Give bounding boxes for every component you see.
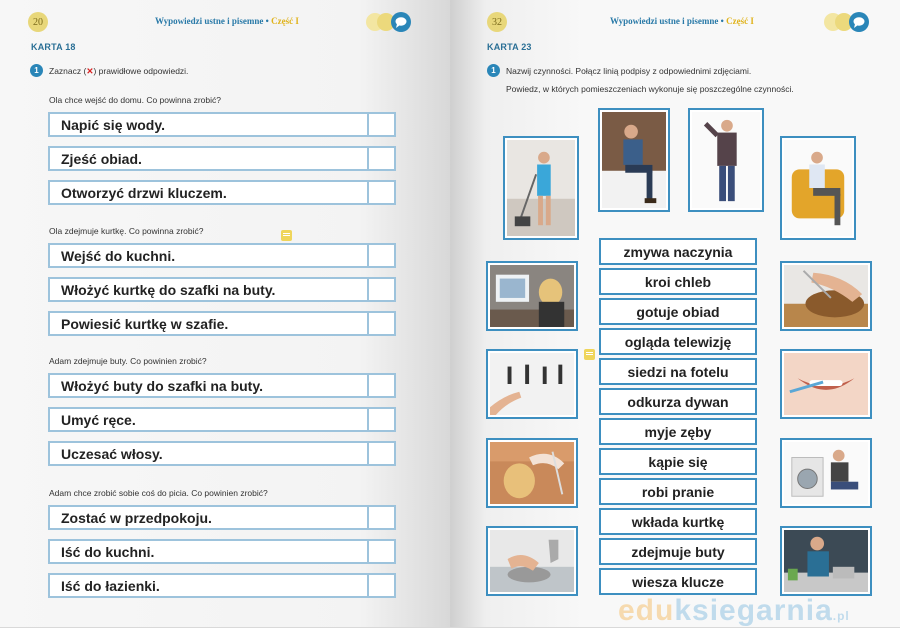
man-putting-on-jacket-image: [692, 112, 760, 208]
answer-checkbox[interactable]: [367, 541, 394, 562]
answer-3-1[interactable]: Włożyć buty do szafki na buty.: [48, 373, 396, 398]
answer-checkbox[interactable]: [367, 443, 394, 464]
running-head: Wypowiedzi ustne i pisemne • Część I: [610, 16, 754, 26]
photo-vacuuming[interactable]: [503, 136, 579, 240]
phrase-item[interactable]: zmywa naczynia: [599, 238, 757, 265]
man-cooking-image: [784, 530, 868, 592]
answer-checkbox[interactable]: [367, 313, 394, 334]
photo-laundry[interactable]: [780, 438, 872, 508]
phrase-item[interactable]: myje zęby: [599, 418, 757, 445]
photo-hanging-keys[interactable]: [486, 349, 578, 419]
washing-dishes-image: [490, 530, 574, 592]
answer-checkbox[interactable]: [367, 148, 394, 169]
task-number: 1: [30, 64, 43, 77]
task-instruction: Zaznacz (✕) prawidłowe odpowiedzi.: [49, 66, 189, 76]
cutting-bread-image: [784, 265, 868, 327]
x-mark-icon: ✕: [86, 66, 94, 76]
photo-washing-dishes[interactable]: [486, 526, 578, 596]
phrase-item[interactable]: odkurza dywan: [599, 388, 757, 415]
phrase-item[interactable]: gotuje obiad: [599, 298, 757, 325]
brushing-teeth-image: [784, 353, 868, 415]
phrase-item[interactable]: kroi chleb: [599, 268, 757, 295]
phrase-item[interactable]: siedzi na fotelu: [599, 358, 757, 385]
photo-cooking[interactable]: [780, 526, 872, 596]
page-number: 20: [28, 12, 48, 32]
answer-1-1[interactable]: Napić się wody.: [48, 112, 396, 137]
photo-brushing-teeth[interactable]: [780, 349, 872, 419]
answer-2-2[interactable]: Włożyć kurtkę do szafki na buty.: [48, 277, 396, 302]
photo-putting-on-jacket[interactable]: [688, 108, 764, 212]
page-number: 32: [487, 12, 507, 32]
hanging-keys-image: [490, 353, 574, 415]
phrase-item[interactable]: kąpie się: [599, 448, 757, 475]
answer-4-3[interactable]: Iść do łazienki.: [48, 573, 396, 598]
question-3: Adam zdejmuje buty. Co powinien zrobić?: [49, 356, 207, 366]
woman-vacuuming-image: [507, 140, 575, 236]
answer-2-1[interactable]: Wejść do kuchni.: [48, 243, 396, 268]
photo-sitting-armchair[interactable]: [780, 136, 856, 240]
left-page: [0, 0, 450, 627]
man-in-armchair-image: [784, 140, 852, 236]
answer-4-2[interactable]: Iść do kuchni.: [48, 539, 396, 564]
task-number: 1: [487, 64, 500, 77]
answer-2-3[interactable]: Powiesić kurtkę w szafie.: [48, 311, 396, 336]
woman-bathing-image: [490, 442, 574, 504]
answer-3-2[interactable]: Umyć ręce.: [48, 407, 396, 432]
phrase-item[interactable]: ogląda telewizję: [599, 328, 757, 355]
answer-checkbox[interactable]: [367, 245, 394, 266]
speech-bubble-icon: [824, 11, 872, 33]
answer-3-3[interactable]: Uczesać włosy.: [48, 441, 396, 466]
card-label: KARTA 18: [31, 42, 76, 52]
question-2: Ola zdejmuje kurtkę. Co powinna zrobić?: [49, 226, 204, 236]
answer-1-2[interactable]: Zjeść obiad.: [48, 146, 396, 171]
answer-checkbox[interactable]: [367, 507, 394, 528]
speech-bubble-icon: [366, 11, 414, 33]
note-icon[interactable]: [281, 230, 292, 241]
photo-watching-tv[interactable]: [486, 261, 578, 331]
card-label: KARTA 23: [487, 42, 532, 52]
task-instruction-2: Powiedz, w których pomieszczeniach wykonuje się poszczególne czynności.: [506, 84, 794, 94]
photo-taking-off-shoes[interactable]: [598, 108, 670, 212]
running-head: Wypowiedzi ustne i pisemne • Część I: [155, 16, 299, 26]
phrase-item[interactable]: wkłada kurtkę: [599, 508, 757, 535]
answer-checkbox[interactable]: [367, 375, 394, 396]
task-instruction: Nazwij czynności. Połącz linią podpisy z odpowiednimi zdjęciami.: [506, 66, 752, 76]
answer-4-1[interactable]: Zostać w przedpokoju.: [48, 505, 396, 530]
answer-checkbox[interactable]: [367, 279, 394, 300]
man-taking-off-shoes-image: [602, 112, 666, 208]
note-icon[interactable]: [584, 349, 595, 360]
question-1: Ola chce wejść do domu. Co powinna zrobić?: [49, 95, 221, 105]
answer-checkbox[interactable]: [367, 409, 394, 430]
answer-checkbox[interactable]: [367, 114, 394, 135]
phrase-item[interactable]: zdejmuje buty: [599, 538, 757, 565]
question-4: Adam chce zrobić sobie coś do picia. Co powinien zrobić?: [49, 488, 268, 498]
phrase-item[interactable]: wiesza klucze: [599, 568, 757, 595]
answer-checkbox[interactable]: [367, 575, 394, 596]
photo-cutting-bread[interactable]: [780, 261, 872, 331]
phrase-item[interactable]: robi pranie: [599, 478, 757, 505]
answer-1-3[interactable]: Otworzyć drzwi kluczem.: [48, 180, 396, 205]
watermark-logo: eduksiegarnia.pl: [618, 594, 850, 627]
photo-bathing[interactable]: [486, 438, 578, 508]
man-doing-laundry-image: [784, 442, 868, 504]
woman-watching-tv-image: [490, 265, 574, 327]
answer-checkbox[interactable]: [367, 182, 394, 203]
